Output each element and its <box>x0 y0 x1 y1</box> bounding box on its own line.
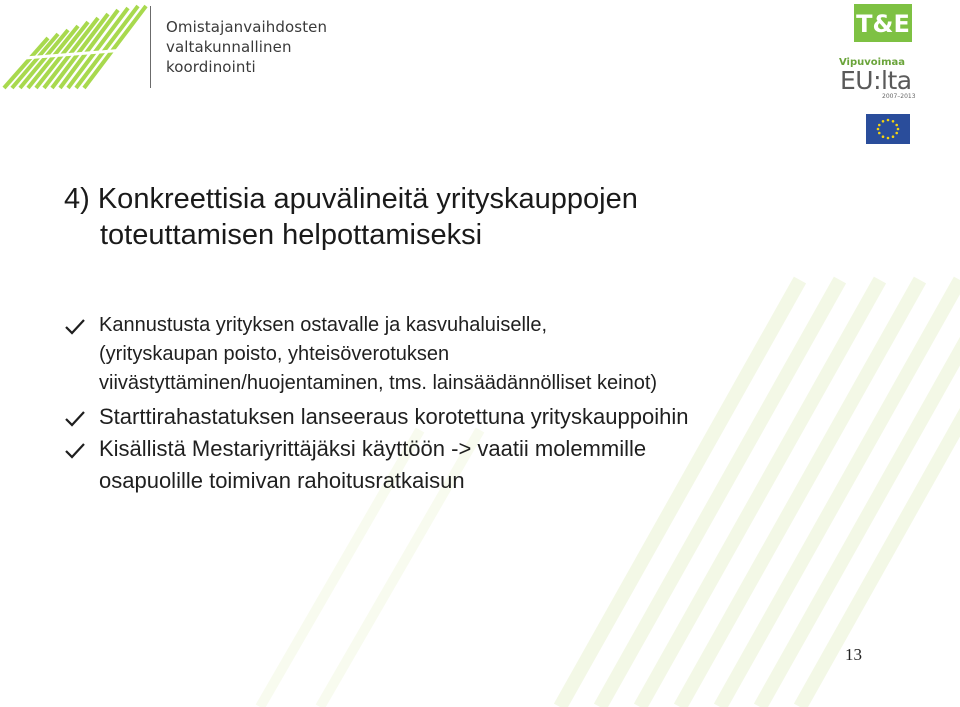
te-logo-icon <box>854 4 912 42</box>
bullet-1-line-3: viivästyttäminen/huojentaminen, tms. lainsäädännölliset keinot) <box>99 372 658 394</box>
bullet-2-line-1: Starttirahastatuksen lanseeraus korotettuna yrityskauppoihin <box>99 404 689 429</box>
org-line-2: valtakunnallinen <box>166 38 292 56</box>
list-item <box>64 433 924 497</box>
eu-flag-icon <box>866 114 910 144</box>
org-line-1: Omistajanvaihdosten <box>166 18 328 36</box>
slide-title <box>64 181 894 253</box>
checkmark-icon <box>64 410 86 428</box>
org-line-3: koordinointi <box>166 58 256 76</box>
list-item <box>64 311 924 398</box>
logo-divider <box>150 6 151 88</box>
bullet-3-line-2: osapuolille toimivan rahoitusratkaisun <box>99 468 465 493</box>
vipuvoimaa-label: Vipuvoimaa <box>838 57 905 68</box>
organization-logo <box>0 0 340 95</box>
organization-name <box>166 17 327 77</box>
te-logo-text: T&E <box>856 10 910 38</box>
checkmark-icon <box>64 442 86 460</box>
partner-logos <box>820 0 960 150</box>
page-number: 13 <box>845 645 862 664</box>
title-line-2: toteuttamisen helpottamiseksi <box>100 219 483 251</box>
title-line-1: 4) Konkreettisia apuvälineitä yrityskauppojen <box>64 183 638 215</box>
logo-stripes-icon <box>0 0 150 95</box>
bullet-1-line-2: (yrityskaupan poisto, yhteisöverotuksen <box>99 343 450 365</box>
bullet-1-line-1: Kannustusta yrityksen ostavalle ja kasvuhaluiselle, <box>99 314 548 336</box>
list-item <box>64 401 924 433</box>
eu-years-label: 2007–2013 <box>882 93 916 100</box>
eu-lta-label: EU:lta <box>840 66 912 95</box>
bullet-3-line-1: Kisällistä Mestariyrittäjäksi käyttöön -> vaatii molemmille <box>99 436 647 461</box>
bullet-list <box>64 311 924 497</box>
checkmark-icon <box>64 318 86 336</box>
